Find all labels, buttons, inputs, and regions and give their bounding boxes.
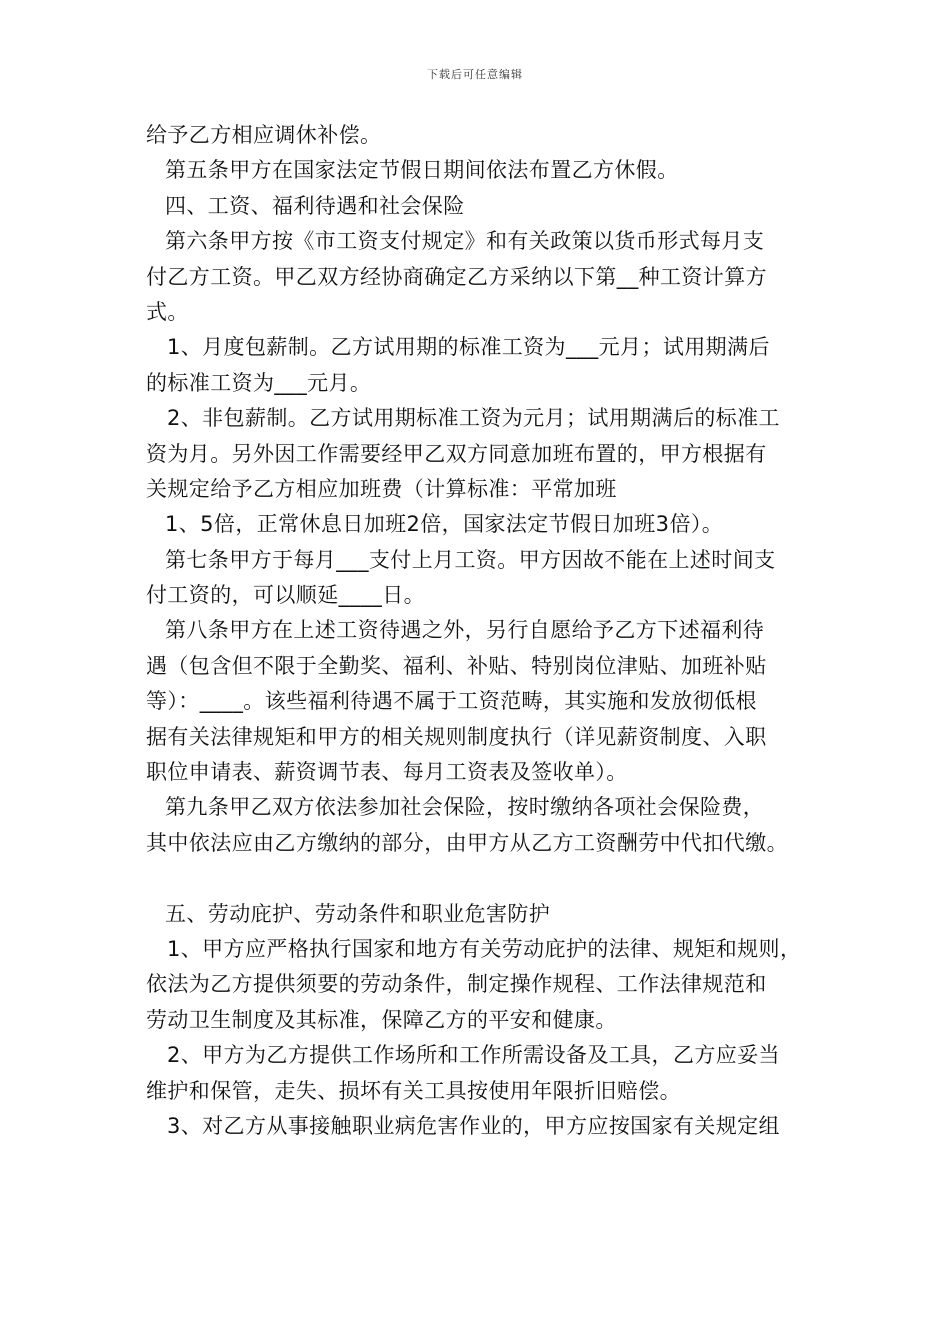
body-line: 其中依法应由乙方缴纳的部分，由甲方从乙方工资酬劳中代扣代缴。 <box>146 830 788 855</box>
body-line: 2、甲方为乙方提供工作场所和工作所需设备及工具，乙方应妥当 <box>167 1043 780 1068</box>
body-line: 第九条甲乙双方依法参加社会保险，按时缴纳各项社会保险费， <box>165 795 765 820</box>
page-header-note: 下载后可任意编辑 <box>427 68 523 81</box>
body-line: 1、甲方应严格执行国家和地方有关劳动庇护的法律、规矩和规则， <box>167 936 802 961</box>
blank-line <box>146 861 826 896</box>
body-line: 3、对乙方从事接触职业病危害作业的，甲方应按国家有关规定组 <box>167 1113 780 1138</box>
body-line: 维护和保管，走失、损坏有关工具按使用年限折旧赔偿。 <box>146 1078 681 1103</box>
section-heading: 四、工资、福利待遇和社会保险 <box>165 193 465 218</box>
section-heading: 五、劳动庇护、劳动条件和职业危害防护 <box>165 901 551 926</box>
body-line: 1、5倍，正常休息日加班2倍，国家法定节假日加班3倍）。 <box>165 512 724 537</box>
body-line: 依法为乙方提供须要的劳动条件，制定操作规程、工作法律规范和 <box>146 972 767 997</box>
body-line: 2、非包薪制。乙方试用期标准工资为元月；试用期满后的标准工 <box>167 406 780 431</box>
body-line: 1、月度包薪制。乙方试用期的标准工资为___元月；试用期满后 <box>167 335 770 360</box>
body-line: 遇（包含但不限于全勤奖、福利、补贴、特别岗位津贴、加班补贴 <box>146 653 767 678</box>
body-line: 劳动卫生制度及其标准，保障乙方的平安和健康。 <box>146 1007 617 1032</box>
body-line: 的标准工资为___元月。 <box>146 370 372 395</box>
body-line: 资为月。另外因工作需要经甲乙双方同意加班布置的，甲方根据有 <box>146 441 767 466</box>
body-line: 给予乙方相应调休补偿。 <box>146 123 382 147</box>
body-line: 职位申请表、薪资调节表、每月工资表及签收单）。 <box>146 760 628 785</box>
body-line: 关规定给予乙方相应加班费（计算标准：平常加班 <box>146 476 617 501</box>
body-line: 据有关法律规矩和甲方的相关规则制度执行（详见薪资制度、入职 <box>146 724 767 749</box>
document-body <box>146 118 826 1144</box>
body-line: 第八条甲方在上述工资待遇之外，另行自愿给予乙方下述福利待 <box>165 618 765 643</box>
body-line: 等）：____。该些福利待遇不属于工资范畴，其实施和发放彻低根 <box>146 689 757 714</box>
body-line: 第五条甲方在国家法定节假日期间依法布置乙方休假。 <box>165 158 679 183</box>
body-line: 付工资的，可以顺延____日。 <box>146 583 425 608</box>
body-line: 式。 <box>146 299 189 324</box>
body-line: 第六条甲方按《市工资支付规定》和有关政策以货币形式每月支 <box>165 229 765 254</box>
body-line: 付乙方工资。甲乙双方经协商确定乙方采纳以下第__种工资计算方 <box>146 264 767 289</box>
body-line: 第七条甲方于每月___支付上月工资。甲方因故不能在上述时间支 <box>165 547 776 572</box>
